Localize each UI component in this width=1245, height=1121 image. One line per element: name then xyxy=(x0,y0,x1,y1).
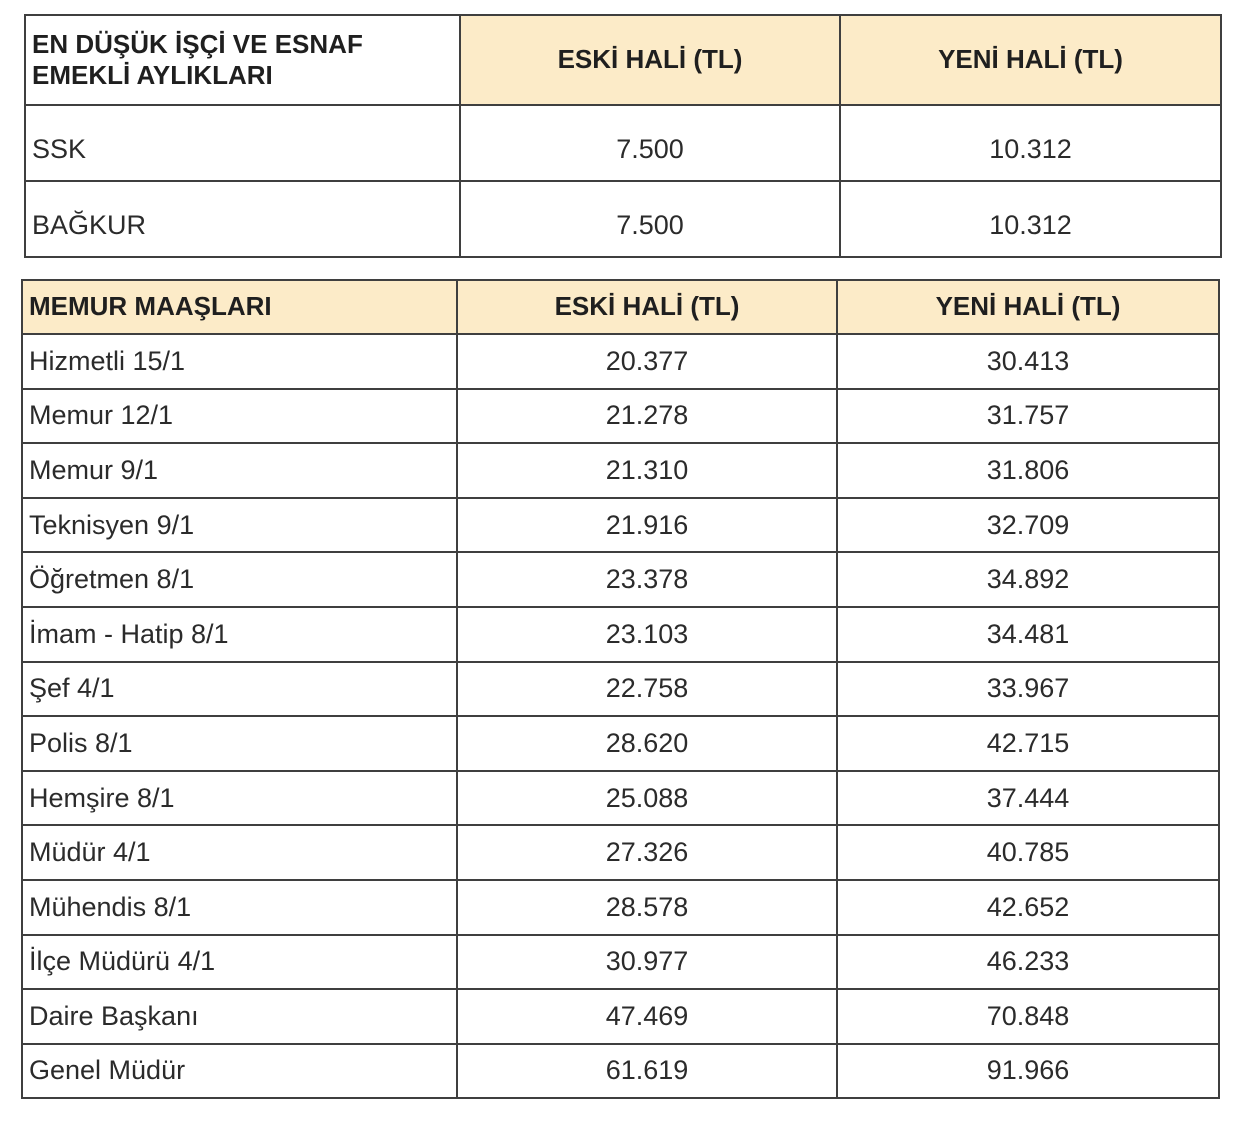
row-new-value: 10.312 xyxy=(840,105,1221,181)
table-row xyxy=(22,607,1219,662)
table-row xyxy=(22,825,1219,880)
row-new-value: 31.806 xyxy=(837,443,1219,498)
civil-servant-table xyxy=(21,279,1220,1099)
table-row xyxy=(22,771,1219,826)
civil-servant-header-category: MEMUR MAAŞLARI xyxy=(22,280,457,334)
table-row xyxy=(25,105,1221,181)
table-row xyxy=(22,716,1219,771)
pension-table xyxy=(24,14,1222,258)
table-row xyxy=(25,181,1221,257)
row-label: SSK xyxy=(25,105,460,181)
row-label: Hizmetli 15/1 xyxy=(22,334,457,389)
row-new-value: 46.233 xyxy=(837,935,1219,990)
table-row xyxy=(22,1044,1219,1099)
row-label: İmam - Hatip 8/1 xyxy=(22,607,457,662)
row-new-value: 34.481 xyxy=(837,607,1219,662)
row-old-value: 25.088 xyxy=(457,771,837,826)
pension-header-row xyxy=(25,15,1221,105)
row-label: Genel Müdür xyxy=(22,1044,457,1099)
table-row xyxy=(22,935,1219,990)
row-new-value: 40.785 xyxy=(837,825,1219,880)
row-label: Mühendis 8/1 xyxy=(22,880,457,935)
row-old-value: 28.578 xyxy=(457,880,837,935)
row-label: Müdür 4/1 xyxy=(22,825,457,880)
table-row xyxy=(22,662,1219,717)
row-new-value: 37.444 xyxy=(837,771,1219,826)
table-row xyxy=(22,989,1219,1044)
civil-servant-header-row xyxy=(22,280,1219,334)
row-new-value: 70.848 xyxy=(837,989,1219,1044)
row-label: Memur 12/1 xyxy=(22,389,457,444)
row-label: Hemşire 8/1 xyxy=(22,771,457,826)
row-old-value: 61.619 xyxy=(457,1044,837,1099)
row-old-value: 7.500 xyxy=(460,105,840,181)
row-label: Teknisyen 9/1 xyxy=(22,498,457,553)
row-new-value: 91.966 xyxy=(837,1044,1219,1099)
civil-servant-header-old: ESKİ HALİ (TL) xyxy=(457,280,837,334)
row-old-value: 20.377 xyxy=(457,334,837,389)
table-row xyxy=(22,552,1219,607)
row-old-value: 47.469 xyxy=(457,989,837,1044)
pension-header-category: EN DÜŞÜK İŞÇİ VE ESNAF EMEKLİ AYLIKLARI xyxy=(25,15,460,105)
row-old-value: 27.326 xyxy=(457,825,837,880)
civil-servant-table-body xyxy=(22,280,1219,1098)
row-old-value: 21.916 xyxy=(457,498,837,553)
table-row xyxy=(22,498,1219,553)
row-label: Daire Başkanı xyxy=(22,989,457,1044)
row-old-value: 30.977 xyxy=(457,935,837,990)
row-old-value: 21.310 xyxy=(457,443,837,498)
row-old-value: 22.758 xyxy=(457,662,837,717)
row-new-value: 10.312 xyxy=(840,181,1221,257)
pension-header-new: YENİ HALİ (TL) xyxy=(840,15,1221,105)
row-label: Polis 8/1 xyxy=(22,716,457,771)
row-label: Öğretmen 8/1 xyxy=(22,552,457,607)
row-label: Şef 4/1 xyxy=(22,662,457,717)
row-old-value: 23.103 xyxy=(457,607,837,662)
table-row xyxy=(22,389,1219,444)
pension-header-old: ESKİ HALİ (TL) xyxy=(460,15,840,105)
row-new-value: 33.967 xyxy=(837,662,1219,717)
row-label: BAĞKUR xyxy=(25,181,460,257)
row-label: Memur 9/1 xyxy=(22,443,457,498)
row-old-value: 23.378 xyxy=(457,552,837,607)
row-new-value: 42.715 xyxy=(837,716,1219,771)
table-row xyxy=(22,334,1219,389)
row-new-value: 34.892 xyxy=(837,552,1219,607)
table-row xyxy=(22,880,1219,935)
pension-table-body xyxy=(25,15,1221,257)
civil-servant-header-new: YENİ HALİ (TL) xyxy=(837,280,1219,334)
row-new-value: 30.413 xyxy=(837,334,1219,389)
row-old-value: 28.620 xyxy=(457,716,837,771)
row-new-value: 42.652 xyxy=(837,880,1219,935)
row-label: İlçe Müdürü 4/1 xyxy=(22,935,457,990)
row-new-value: 32.709 xyxy=(837,498,1219,553)
row-new-value: 31.757 xyxy=(837,389,1219,444)
table-row xyxy=(22,443,1219,498)
row-old-value: 7.500 xyxy=(460,181,840,257)
row-old-value: 21.278 xyxy=(457,389,837,444)
